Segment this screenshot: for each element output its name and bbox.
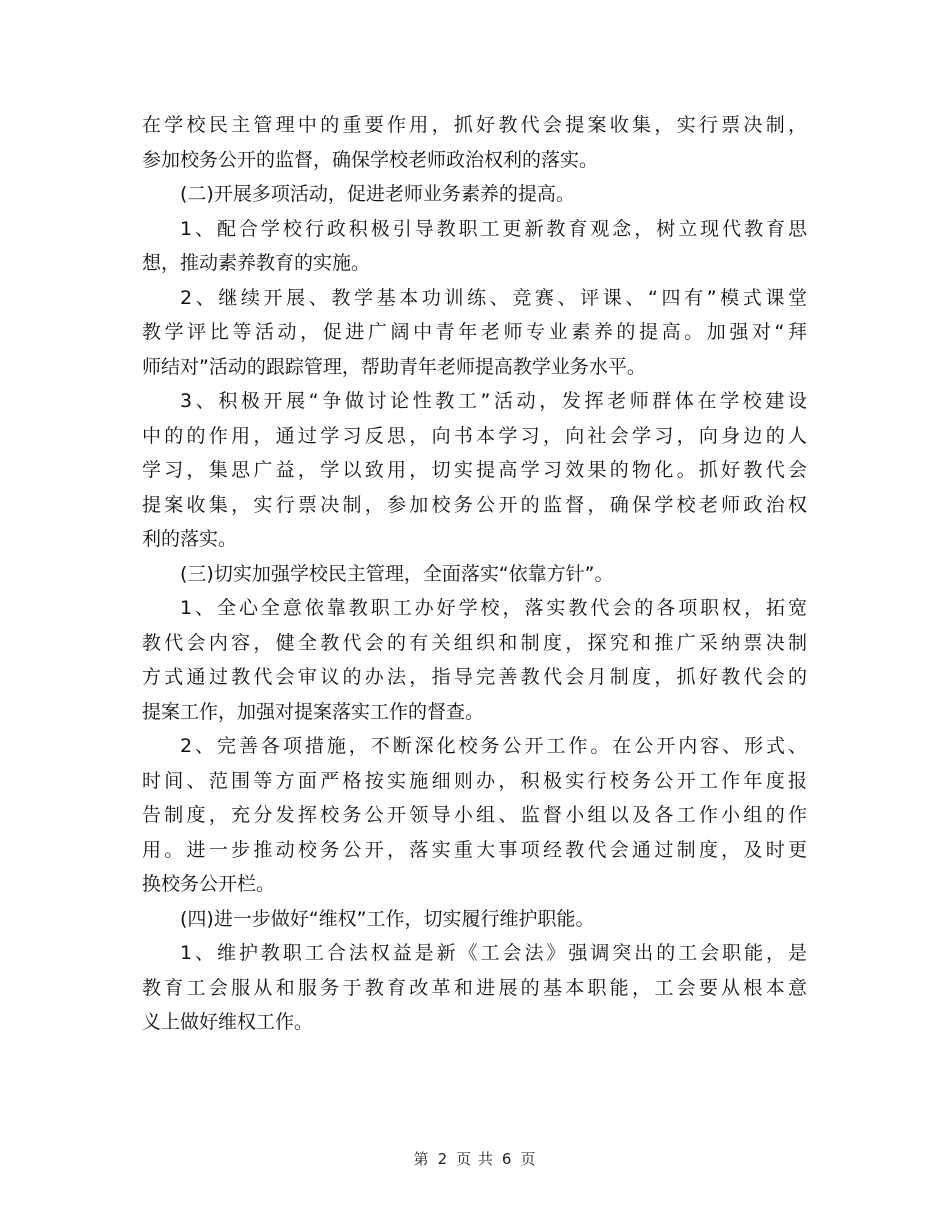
footer-prefix: 第 — [413, 1150, 430, 1168]
text-line: 用。进一步推动校务公开，落实重大事项经教代会通过制度，及时更 — [142, 838, 807, 861]
text-line: 师结对”活动的跟踪管理，帮助青年老师提高教学业务水平。 — [142, 355, 646, 378]
text-line: 想，推动素养教育的实施。 — [142, 252, 371, 274]
text-line: 1、配合学校行政积极引导教职工更新教育观念，树立现代教育思 — [180, 217, 807, 240]
text-line: 方式通过教代会审议的办法，指导完善教代会月制度，抓好教代会的 — [142, 666, 807, 688]
footer-page-total: 6 — [501, 1150, 513, 1168]
page-footer — [0, 1148, 950, 1169]
text-line: 学习，集思广益，学以致用，切实提高学习效果的物化。抓好教代会 — [142, 459, 807, 481]
text-line: 利的落实。 — [142, 528, 238, 550]
text-line: (三)切实加强学校民主管理，全面落实“依靠方针”。 — [180, 562, 614, 585]
text-line: 时间、范围等方面严格按实施细则办，积极实行校务公开工作年度报 — [142, 769, 807, 792]
text-line: 2、完善各项措施，不断深化校务公开工作。在公开内容、形式、 — [180, 735, 807, 757]
text-line: 义上做好维权工作。 — [142, 1011, 314, 1033]
text-line: 换校务公开栏。 — [142, 873, 276, 895]
text-line: (二)开展多项活动，促进老师业务素养的提高。 — [180, 183, 575, 205]
text-line: 提案工作，加强对提案落实工作的督查。 — [142, 700, 485, 723]
text-line: 教代会内容，健全教代会的有关组织和制度，探究和推广采纳票决制 — [142, 631, 807, 654]
text-line: 在学校民主管理中的重要作用，抓好教代会提案收集，实行票决制， — [142, 114, 807, 136]
footer-mid: 页 共 — [456, 1150, 494, 1168]
document-body — [142, 108, 807, 1040]
text-line: 告制度，充分发挥校务公开领导小组、监督小组以及各工作小组的作 — [142, 804, 807, 826]
text-line: 教育工会服从和服务于教育改革和进展的基本职能，工会要从根本意 — [142, 976, 807, 999]
text-line: 参加校务公开的监督，确保学校老师政治权利的落实。 — [142, 148, 599, 171]
text-line: 1、全心全意依靠教职工办好学校，落实教代会的各项职权，拓宽 — [180, 597, 807, 619]
text-line: 提案收集，实行票决制，参加校务公开的监督，确保学校老师政治权 — [142, 493, 807, 516]
text-line: (四)进一步做好“维权”工作，切实履行维护职能。 — [180, 907, 595, 930]
text-line: 3、积极开展“争做讨论性教工”活动，发挥老师群体在学校建设 — [180, 390, 807, 412]
footer-suffix: 页 — [520, 1150, 537, 1168]
text-line: 1、维护教职工合法权益是新《工会法》强调突出的工会职能，是 — [180, 942, 807, 964]
text-line: 中的的作用，通过学习反思，向书本学习，向社会学习，向身边的人 — [142, 424, 807, 447]
footer-page-number: 2 — [437, 1150, 449, 1168]
text-line: 教学评比等活动，促进广阔中青年老师专业素养的提高。加强对“拜 — [142, 321, 807, 343]
text-line: 2、继续开展、教学基本功训练、竞赛、评课、“四有”模式课堂 — [180, 286, 807, 309]
